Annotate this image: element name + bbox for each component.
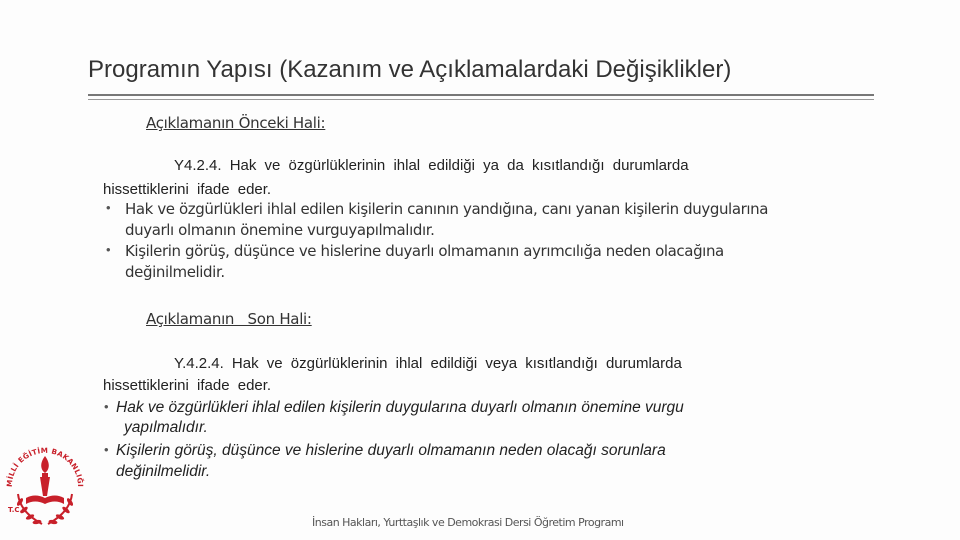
- previous-bullet1-dot: •: [106, 200, 111, 215]
- previous-bullet1-line1: Hak ve özgürlükleri ihlal edilen kişilerin canının yandığına, canı yanan kişilerin duygularına: [125, 200, 769, 218]
- last-code-line1: Y.4.2.4. Hak ve özgürlüklerinin ihlal edildiği veya kısıtlandığı durumlarda: [174, 355, 682, 372]
- previous-bullet2-line2: değinilmelidir.: [125, 263, 225, 281]
- last-bullet1-line1: Hak ve özgürlükleri ihlal edilen kişilerin duygularına duyarlı olmanın önemine vurgu: [116, 399, 684, 416]
- title-rule-bottom: [88, 99, 874, 100]
- ministry-of-education-logo-icon: [4, 440, 86, 530]
- previous-heading: Açıklamanın Önceki Hali:: [146, 114, 326, 132]
- slide-title: Programın Yapısı (Kazanım ve Açıklamalardaki Değişiklikler): [88, 56, 732, 83]
- last-heading: Açıklamanın Son Hali:: [146, 310, 312, 328]
- svg-text:MİLLİ EĞİTİM BAKANLIĞI: MİLLİ EĞİTİM BAKANLIĞI: [4, 445, 86, 488]
- last-bullet1-dot: •: [104, 399, 109, 414]
- svg-text:T.C.: T.C.: [8, 506, 23, 514]
- footer-text: İnsan Hakları, Yurttaşlık ve Demokrasi Dersi Öğretim Programı: [312, 516, 624, 529]
- last-bullet1-line2: yapılmalıdır.: [124, 419, 208, 436]
- previous-code-line2: hissettiklerini ifade eder.: [103, 181, 272, 198]
- previous-code-line1: Y4.2.4. Hak ve özgürlüklerinin ihlal edildiği ya da kısıtlandığı durumlarda: [174, 157, 689, 174]
- last-bullet2-dot: •: [104, 442, 109, 457]
- last-bullet2-line1: Kişilerin görüş, düşünce ve hislerine duyarlı olmamanın neden olacağı sorunlara: [116, 442, 666, 459]
- last-bullet2-line2: değinilmelidir.: [116, 463, 211, 480]
- previous-bullet2-line1: Kişilerin görüş, düşünce ve hislerine duyarlı olmamanın ayrımcılığa neden olacağına: [125, 242, 724, 260]
- title-rule-top: [88, 94, 874, 96]
- previous-bullet2-dot: •: [106, 242, 111, 257]
- last-code-line2: hissettiklerini ifade eder.: [103, 377, 272, 394]
- previous-bullet1-line2: duyarlı olmanın önemine vurguyapılmalıdır.: [125, 221, 435, 239]
